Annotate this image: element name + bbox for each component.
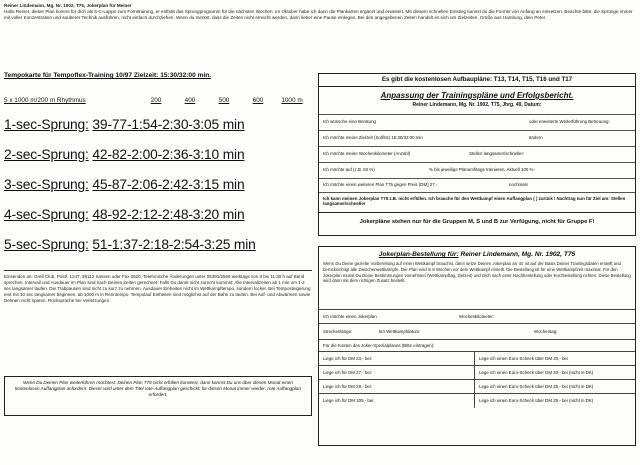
payment-option-a[interactable]: Liege ich für DM 29,- bei: xyxy=(323,384,373,389)
interval-table-header xyxy=(4,97,314,104)
order-row-field: Wochentag: xyxy=(534,329,558,334)
form-row[interactable] xyxy=(319,146,635,162)
order-row[interactable] xyxy=(319,323,635,339)
order-row-label: Streckenlänge: xyxy=(323,329,353,334)
intro-letter xyxy=(4,3,634,22)
instructions-text: Einsenden an: Greif Club, Postf. 1247, 38112 Sassen oder Fax 0620. Telefonische Änderungen unter 05391/2569 werktags von 8 bis 11:30 h auf Band sprechen. Intervall und Ausdauer im Plan sind nach Deinen Zeiten gerechnet. Falls Du damit nicht zurecht kommst: Alle Intervallzeiten ab 1 min um 1-2 sec langsamer laufen. Die Trabpausen sind nicht zu kurz zu nehmen. Ausdauer Einheiten nicht im Wettkampftempo, sondern locker. Bei Temposteigerung erst mit 10 sec langsamer beginnen, ab 1000 m in Renntempo. Tempolauf Einheiten sind möglichst auf der Bahn zu laufen. Bei Auf- und Abwärmen sowie Dehnen nicht sparen. Rücksprache bei Verletzungen. xyxy=(4,274,311,304)
fallback-plan-note xyxy=(4,376,312,416)
adjustment-subtitle: Reiner Lindemann, Mg. Nr. 1902, T75, Jhrg. 49, Datum: xyxy=(412,102,542,108)
payment-option-b[interactable]: Lege ich einen Euro-Scheck über DM 25,- bei (nicht in DK) xyxy=(479,398,594,403)
sprung-label: 5-sec-Sprung: xyxy=(4,237,89,252)
form-row-label: Ich möchte meine Wochenkilometer (Anzahl) xyxy=(323,151,411,156)
col-1000: 1000 m xyxy=(281,97,303,104)
form-row-option: ändern xyxy=(529,135,543,140)
sprung-label: 2-sec-Sprung: xyxy=(4,147,89,162)
interval-label: 5 x 1000 m/200 m Rhythmus xyxy=(4,97,86,104)
sprung-label: 4-sec-Sprung: xyxy=(4,207,89,222)
form-row-option: Stellen langsamer/schneller: xyxy=(469,151,525,156)
order-row-label: Ich möchte einen Jokerplan xyxy=(323,314,377,319)
form-row-option: oder erweiterte Weiterführung Betreuung: xyxy=(529,119,610,124)
order-title-prefix: Jokerplan-Bestellung für: xyxy=(378,251,459,258)
payment-option-b[interactable]: Lege ich einen Euro-Scheck über DM 20,- bei xyxy=(479,356,568,361)
plan-adjustment-form xyxy=(318,73,636,236)
payment-option-a[interactable]: Liege ich für DM 105,- bei: xyxy=(323,398,375,403)
fallback-note-text: Wenn Du Deinen Plan weiterführen möchtest: Deinen Plan T75 nicht erfüllen konntest, dann kannst Du uns über diesen Monat einen kostenlosen Auffangplan anfordern. Dieser wird unter dem Titel rote-Auffangplan geschickt: für diesen Monat immer wieder: rote Auffangplan erfordert. xyxy=(15,380,301,397)
jokerplan-order-form xyxy=(318,246,636,446)
form-row-label: Ich möchte meine Zielzeit (Soll/Ist) 15:30/32:00 min xyxy=(323,135,423,140)
form-row-label: Ich möchte einen weiteren Plan T75 gegen Preis (DM) 27.- xyxy=(323,182,438,187)
col-600: 600 xyxy=(252,97,264,104)
cost-heading-text: Für die Kosten des Joker-Spezialplanes (Bitte eintragen): xyxy=(323,343,435,348)
sprung-times: 48-92-2:12-2:48-3:20 min xyxy=(92,207,245,222)
form-row[interactable] xyxy=(319,192,635,212)
sprung-row xyxy=(4,177,314,192)
col-500: 500 xyxy=(218,97,230,104)
form-row-label: Ich möchte auf (z.B. 82 %) xyxy=(323,167,375,172)
form-row-option: nochmals xyxy=(509,182,528,187)
payment-option-row[interactable] xyxy=(319,379,635,393)
order-row[interactable] xyxy=(319,309,635,323)
order-title-name: Reiner Lindemann, Mg. Nr. 1902, T75 xyxy=(460,251,576,258)
adjustment-title: Anpassung der Trainingspläne und Erfolgsbericht. xyxy=(380,91,574,100)
form-row[interactable] xyxy=(319,162,635,178)
sprung-times: 42-82-2:00-2:36-3:10 min xyxy=(92,147,245,162)
form-row[interactable] xyxy=(319,178,635,192)
intro-recipient: Reiner Lindemann, Mg. Nr. 1902, T75, Jokerplan für Meiner xyxy=(4,3,132,8)
form-row-label: Ich kann meinen Jokerplan T75 z.B. nicht erfüllen. Ich brauche für den Wettkampf einen Auffangplan ( ) zurück / Nachtrag nun für Ziel am: xyxy=(323,196,610,201)
sprung-row xyxy=(4,237,314,252)
form-row-option: % bis jeweilige Planumfänge trainieren. Aktuell 100 %: xyxy=(429,167,535,172)
sprung-times: 39-77-1:54-2:30-3:05 min xyxy=(92,117,245,132)
payment-option-a[interactable]: Liege ich für DM 27,- bei: xyxy=(323,370,373,375)
jokerplan-order-title xyxy=(319,251,635,258)
sprung-label: 3-sec-Sprung: xyxy=(4,177,89,192)
col-200: 200 xyxy=(150,97,162,104)
form-row[interactable] xyxy=(319,114,635,130)
form-row-option: Stellen langsamer/schneller xyxy=(323,196,626,206)
col-400: 400 xyxy=(184,97,196,104)
intro-text: Hallo Reiner, dieser Plan kommt für dich als 5-C-Lappe zum Formtraining, er enthält das Sprungprogramm für die nächsten Wochen. Im Oktober habe ich dann die Plankarten ergänzt und erweitert. Mit diesem schnellen Einstieg kannst du die Formel von Anfang an einsetzen. Beachte bitte: die Sprünge immer mit voller Konzentration und sauberer Technik ausführen, nicht einfach durchziehen. Wenn du merkst, dass die Zeiten nicht erreicht werden, dann lieber eine Pause einlegen. Bei den angegebenen Zeiten handelt es sich um Zielzeiten. Grüße aus Hamburg, dein Peter. xyxy=(4,9,633,21)
sprung-row xyxy=(4,117,314,132)
payment-option-a[interactable]: Liege ich für DM 23,- bei: xyxy=(323,356,373,361)
jokerplan-description: Wenn Du Deine gezielte Vorbereitung auf einen Wettkampf brauchst, dann setze Deinen Jokerplan an. Er ist auf der Basis Deiner Trainingsdaten erstellt und berücksichtigt alle Zwischenwettkämpfe. Der Plan wird in 8 Wochen vor dem Wettkampf erstellt. Die Bestellung ist für eine Wettkampfzeit maximal. Für den Jokerplan musst Du Deine Bestimmungen vornehmen (Wettkampftag, Zielzeit) und Dich nach einer Nachbestellung oder Kurzbestellung richten. Diese Bestellung wird dann mit dem richtigen Zusatz bestellt. xyxy=(323,261,631,284)
sprung-row xyxy=(4,207,314,222)
order-row-field: km Wettkampfdatum: xyxy=(379,329,421,334)
payment-option-row[interactable] xyxy=(319,351,635,365)
instructions-box xyxy=(4,270,312,375)
order-row-field: Wochenkilometer: xyxy=(459,314,495,319)
tempo-card-title: Tempokarte für Tempoflex-Training 10/97 Zielzeit: 15:30/32:00 min. xyxy=(4,72,212,79)
payment-option-row[interactable] xyxy=(319,365,635,379)
cost-heading xyxy=(319,339,635,351)
payment-option-b[interactable]: Lege ich einen Euro-Scheck über DM 25,- bei (nicht in DK) xyxy=(479,384,594,389)
form-row-label: Ich wünsche eine Beratung xyxy=(323,119,376,124)
joker-availability-note: Jokerpläne stehen nur für die Gruppen M, S und B zur Verfügung, nicht für Gruppe F! xyxy=(319,212,635,225)
sprung-row xyxy=(4,147,314,162)
payment-option-row[interactable] xyxy=(319,393,635,407)
free-plans-header: Es gibt die kostenlosen Aufbaupläne: T13, T14, T15, T16 und T17 xyxy=(319,74,635,87)
sprung-times: 45-87-2:06-2:42-3:15 min xyxy=(92,177,245,192)
payment-option-b[interactable]: Lege ich einen Euro-Scheck über DM 20,- bei (nicht in DK) xyxy=(479,370,594,375)
form-row[interactable] xyxy=(319,130,635,146)
sprung-label: 1-sec-Sprung: xyxy=(4,117,89,132)
sprung-times: 51-1:37-2:18-2:54-3:25 min xyxy=(92,237,256,252)
